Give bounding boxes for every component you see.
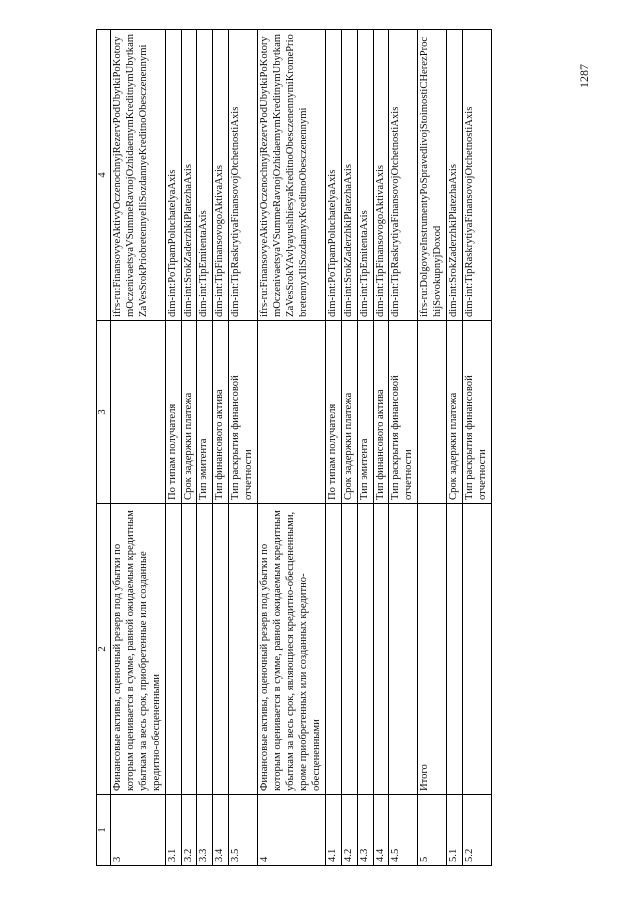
rotated-table-container (96, 33, 551, 866)
row-number-cell: 4 (258, 795, 326, 866)
row-axis-cell: Тип раскрытия финансовой отчетности (463, 321, 492, 504)
row-number-cell: 4.1 (325, 795, 341, 866)
row-number-cell: 3.5 (229, 795, 258, 866)
taxonomy-table (96, 29, 492, 866)
row-code-cell: ifrs-ru:FinansovyeAktivyOczenochnyjRezervPodUbytkiPoKotorymOczenivaetsyaVSummeRavnojOzhidaemymKreditnymUbytkamZaVesSrokPriobretennyeIliSozdannyeKreditnoObesczenennymi (110, 30, 165, 321)
row-code-cell: dim-int:SrokZaderzhkiPlatezhaAxis (181, 30, 197, 321)
table-header-row (97, 30, 111, 866)
page-number: 1287 (577, 64, 591, 88)
row-name-cell (325, 504, 341, 795)
table-row (373, 30, 389, 866)
row-name-cell: Финансовые активы, оценочный резерв под убытки по которым оценивается в сумме, равной ожидаемым кредитным убыткам за весь срок, приобретенные или созданные кредитно-обесцененными (110, 504, 165, 795)
row-code-cell: dim-int:TipFinansovogoAktivaAxis (213, 30, 229, 321)
row-name-cell (181, 504, 197, 795)
row-number-cell: 4.2 (341, 795, 357, 866)
row-code-cell: dim-int:PoTipamPoluchatelyaAxis (325, 30, 341, 321)
row-axis-cell: Срок задержки платежа (447, 321, 463, 504)
row-code-cell: ifrs-ru:DolgovyeInstrumentyPoSpravedlivojStoimostiCHerezProchijSovokupnyjDoxod (418, 30, 447, 321)
row-axis-cell: По типам получателя (165, 321, 181, 504)
row-code-cell: dim-int:SrokZaderzhkiPlatezhaAxis (447, 30, 463, 321)
row-number-cell: 3.1 (165, 795, 181, 866)
row-name-cell (213, 504, 229, 795)
header-cell-2: 2 (97, 504, 111, 795)
row-number-cell: 5 (418, 795, 447, 866)
row-axis-cell: Тип раскрытия финансовой отчетности (389, 321, 418, 504)
row-number-cell: 4.4 (373, 795, 389, 866)
row-number-cell: 5.2 (463, 795, 492, 866)
table-row (447, 30, 463, 866)
row-code-cell: dim-int:TipRaskrytiyaFinansovojOtchetnostiAxis (463, 30, 492, 321)
row-axis-cell: Тип финансового актива (213, 321, 229, 504)
row-axis-cell: Срок задержки платежа (181, 321, 197, 504)
table-row (165, 30, 181, 866)
row-number-cell: 3.4 (213, 795, 229, 866)
row-code-cell: dim-int:TipFinansovogoAktivaAxis (373, 30, 389, 321)
row-axis-cell: Тип эмитента (197, 321, 213, 504)
row-code-cell: dim-int:TipEmitentaAxis (357, 30, 373, 321)
row-axis-cell: Тип эмитента (357, 321, 373, 504)
table-row (357, 30, 373, 866)
row-number-cell: 3 (110, 795, 165, 866)
row-number-cell: 5.1 (447, 795, 463, 866)
table-row (418, 30, 447, 866)
table-row (325, 30, 341, 866)
row-code-cell: dim-int:SrokZaderzhkiPlatezhaAxis (341, 30, 357, 321)
row-axis-cell: По типам получателя (325, 321, 341, 504)
row-axis-cell: Тип раскрытия финансовой отчетности (229, 321, 258, 504)
table-row (110, 30, 165, 866)
table-row (389, 30, 418, 866)
table-body (97, 30, 492, 866)
row-name-cell (165, 504, 181, 795)
header-cell-3: 3 (97, 321, 111, 504)
table-row (341, 30, 357, 866)
row-name-cell (229, 504, 258, 795)
table-row (229, 30, 258, 866)
row-name-cell: Финансовые активы, оценочный резерв под убытки по которым оценивается в сумме, равной ожидаемым кредитным убыткам за весь срок, являющиеся кредитно-обесцененными, кроме приобретенных или созданных кредитно-обесцененными (258, 504, 326, 795)
header-cell-4: 4 (97, 30, 111, 321)
row-name-cell (389, 504, 418, 795)
table-row (213, 30, 229, 866)
row-number-cell: 4.3 (357, 795, 373, 866)
row-code-cell: dim-int:PoTipamPoluchatelyaAxis (165, 30, 181, 321)
row-code-cell: dim-int:TipEmitentaAxis (197, 30, 213, 321)
table-row (258, 30, 326, 866)
row-axis-cell (110, 321, 165, 504)
row-number-cell: 3.2 (181, 795, 197, 866)
row-name-cell (357, 504, 373, 795)
row-axis-cell: Тип финансового актива (373, 321, 389, 504)
row-axis-cell (418, 321, 447, 504)
row-name-cell (447, 504, 463, 795)
row-code-cell: dim-int:TipRaskrytiyaFinansovojOtchetnostiAxis (229, 30, 258, 321)
row-axis-cell (258, 321, 326, 504)
row-number-cell: 4.5 (389, 795, 418, 866)
row-name-cell (373, 504, 389, 795)
row-name-cell: Итого (418, 504, 447, 795)
header-cell-1: 1 (97, 795, 111, 866)
row-name-cell (463, 504, 492, 795)
table-row (197, 30, 213, 866)
row-code-cell: dim-int:TipRaskrytiyaFinansovojOtchetnostiAxis (389, 30, 418, 321)
table-row (181, 30, 197, 866)
row-axis-cell: Срок задержки платежа (341, 321, 357, 504)
row-name-cell (197, 504, 213, 795)
row-number-cell: 3.3 (197, 795, 213, 866)
row-code-cell: ifrs-ru:FinansovyeAktivyOczenochnyjRezervPodUbytkiPoKotorymOczenivaetsyaVSummeRavnojOzhidaemymKreditnymUbytkamZaVesSrokYAvlyayushhiesyaKreditnoObesczenennymiKromePriobretennyxIliSozdannyxKreditnoObesczenennymi (258, 30, 326, 321)
table-row (463, 30, 492, 866)
row-name-cell (341, 504, 357, 795)
